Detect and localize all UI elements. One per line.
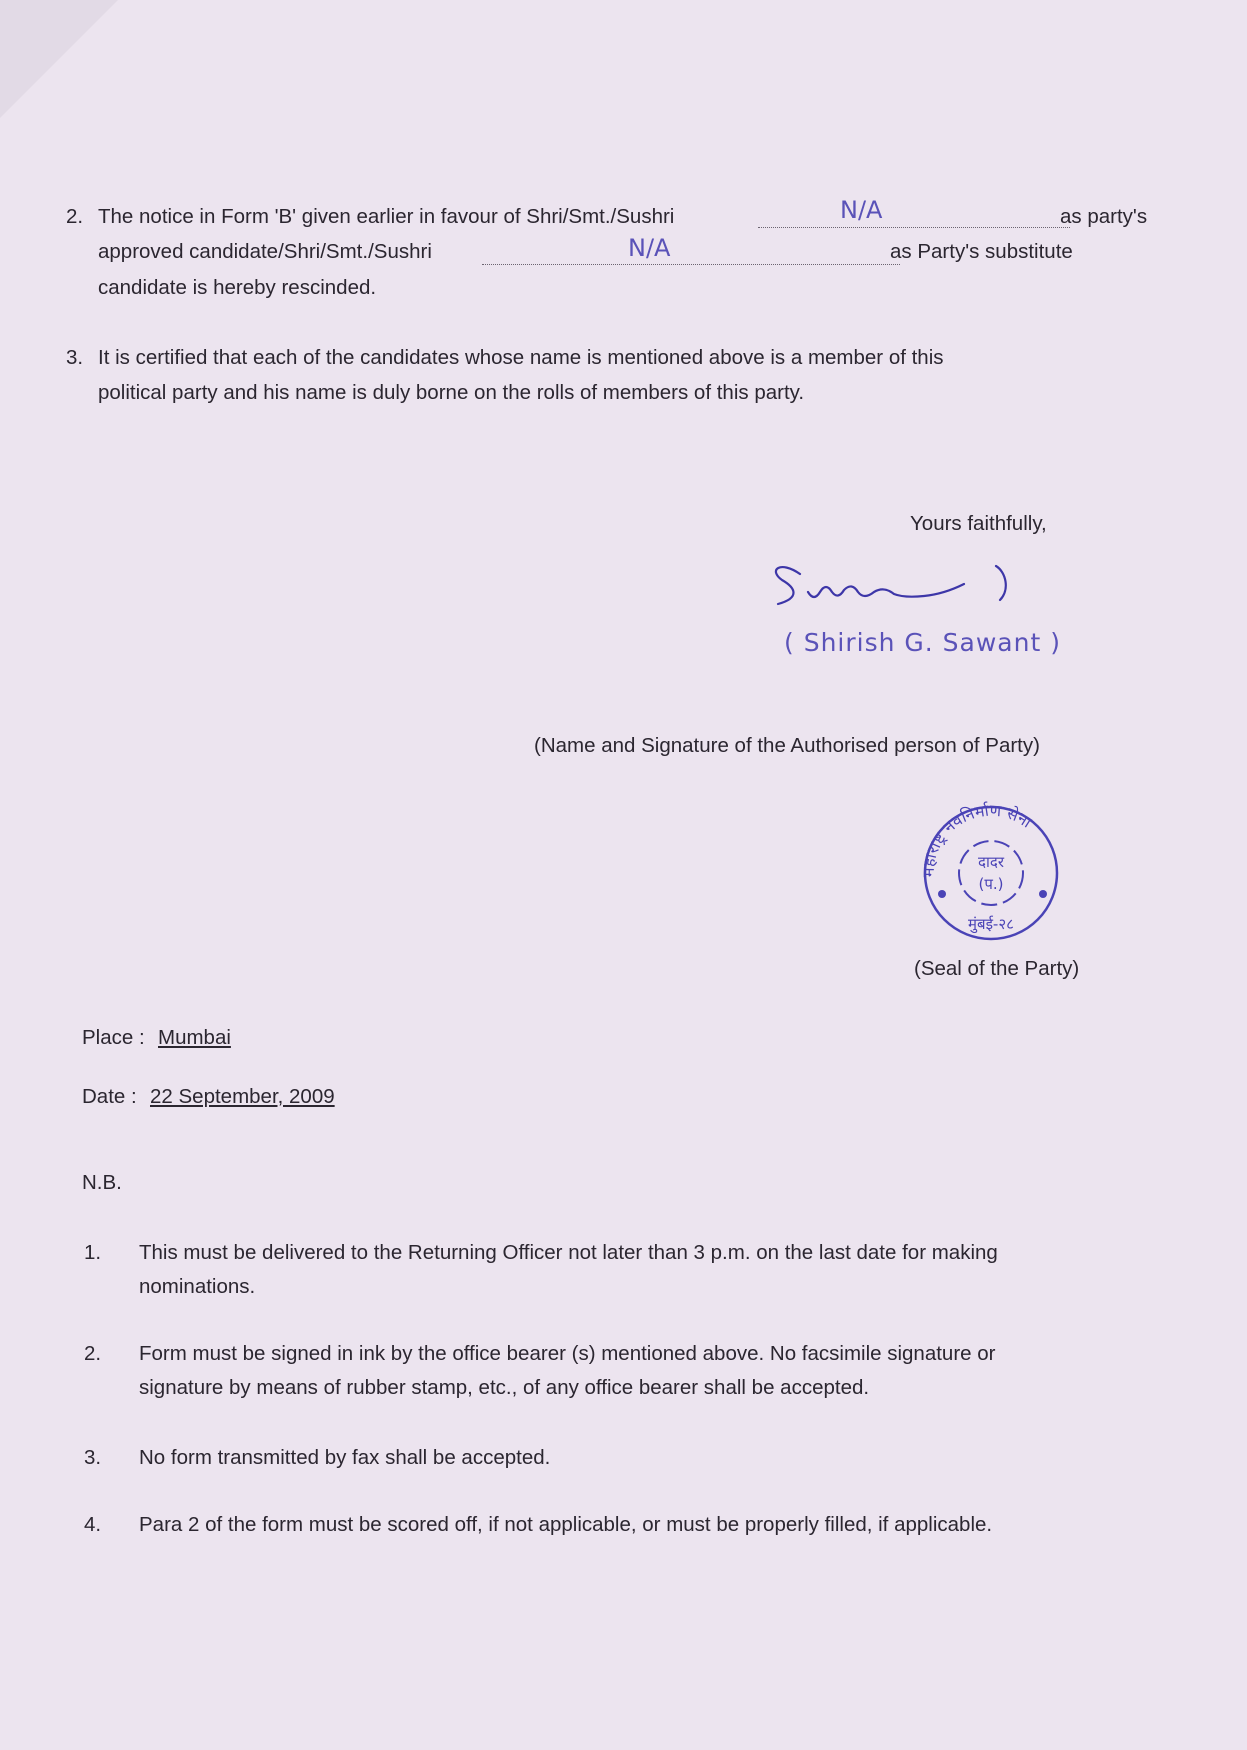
seal-center-top: दादर	[978, 853, 1004, 871]
para2-line2-lead: approved candidate/Shri/Smt./Sushri	[98, 240, 432, 263]
signature-caption: (Name and Signature of the Authorised person of Party)	[534, 734, 1040, 757]
para2-number: 2.	[66, 205, 84, 228]
para3-line1: It is certified that each of the candidates whose name is mentioned above is a member of this	[98, 346, 944, 369]
para2-fill-1-handwritten: N/A	[840, 196, 883, 224]
note-4-line1: Para 2 of the form must be scored off, if not applicable, or must be properly filled, if applicable.	[139, 1513, 993, 1536]
date-label: Date :	[82, 1085, 137, 1108]
note-1-line1: This must be delivered to the Returning Officer not later than 3 p.m. on the last date for making	[139, 1241, 998, 1264]
note-1-number: 1.	[84, 1241, 102, 1264]
para3-line2: political party and his name is duly borne on the rolls of members of this party.	[98, 381, 805, 404]
date-value: 22 September, 2009	[150, 1085, 335, 1108]
note-2-line1: Form must be signed in ink by the office bearer (s) mentioned above. No facsimile signature or	[139, 1342, 996, 1365]
para2-fill-2-handwritten: N/A	[628, 234, 671, 262]
place-label: Place :	[82, 1026, 145, 1049]
note-2-line2: signature by means of rubber stamp, etc., of any office bearer shall be accepted.	[139, 1376, 870, 1399]
para2-fill-line-2	[482, 264, 900, 265]
folded-corner	[0, 0, 118, 118]
signatory-name-handwritten: ( Shirish G. Sawant )	[784, 628, 1061, 657]
signature-scribble	[760, 552, 1090, 622]
nb-heading: N.B.	[82, 1171, 122, 1194]
seal-caption: (Seal of the Party)	[914, 957, 1080, 980]
para2-line1-tail: as party's	[1060, 205, 1148, 228]
note-1-line2: nominations.	[139, 1275, 256, 1298]
place-value: Mumbai	[158, 1026, 231, 1049]
seal-ring-text: महाराष्ट्र नवनिर्माण सेना	[918, 800, 1036, 878]
para3-number: 3.	[66, 346, 84, 369]
note-3-number: 3.	[84, 1446, 102, 1469]
yours-faithfully: Yours faithfully,	[910, 512, 1047, 535]
note-4-number: 4.	[84, 1513, 102, 1536]
note-2-number: 2.	[84, 1342, 102, 1365]
party-seal	[912, 797, 1070, 941]
para2-line3: candidate is hereby rescinded.	[98, 276, 377, 299]
para2-line1-lead: The notice in Form 'B' given earlier in favour of Shri/Smt./Sushri	[98, 205, 675, 228]
seal-bottom-text: मुंबई-२८	[968, 915, 1014, 933]
seal-center-bottom: (प.)	[978, 875, 1004, 893]
para2-fill-line-1	[758, 227, 1070, 228]
note-3-line1: No form transmitted by fax shall be accepted.	[139, 1446, 551, 1469]
para2-line2-tail: as Party's substitute	[890, 240, 1073, 263]
